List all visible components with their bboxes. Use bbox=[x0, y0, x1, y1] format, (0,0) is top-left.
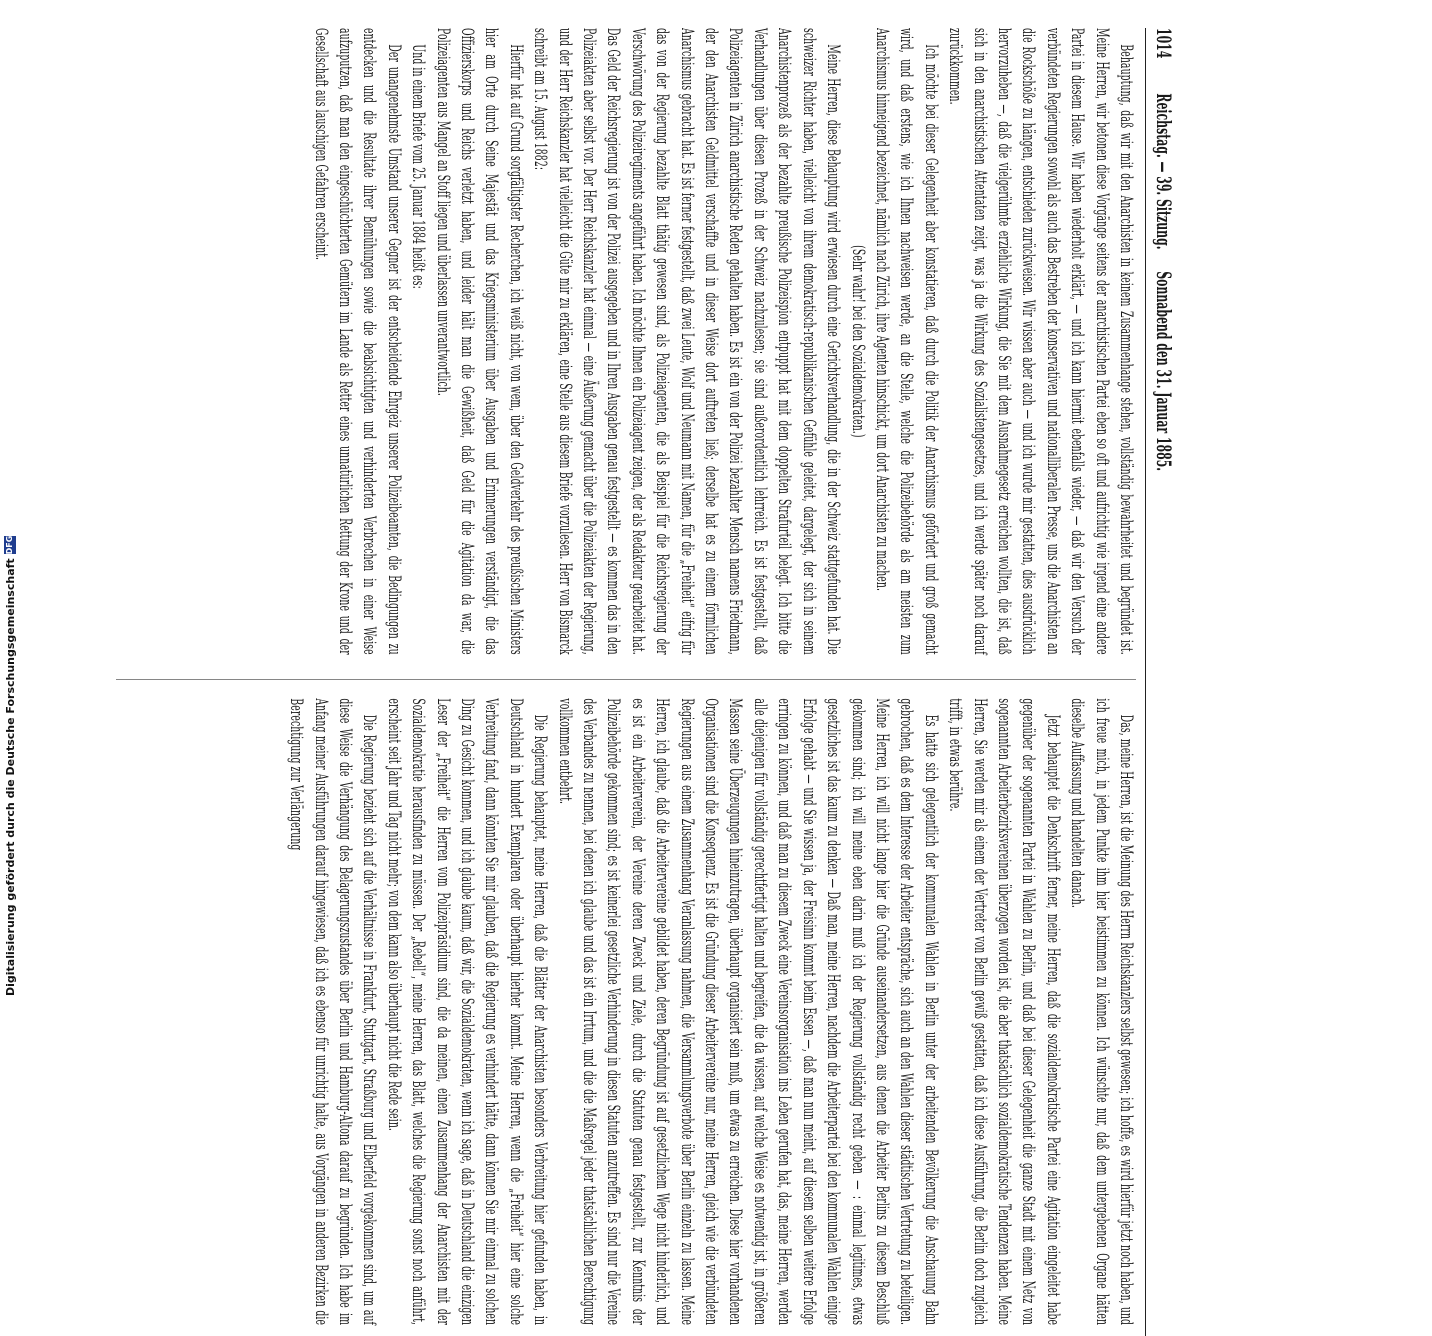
paragraph: Hierfür hat auf Grund sorgfältigster Recherchen, ich weiß nicht, von wem, über den Geldverkehr des preußischen Ministers hier am Orte durch Seine Majestät und das Kriegsministerium über Ausgaben und Erinnerungen verständigt, die das Offizierskorps und Reichs verletzt haben, und leider hält man die Gewißheit, daß Geld für die Agitation da war, die Polizeiagenten aus Mangel an Stoff liegen und überlassen unverantwortlich. bbox=[432, 28, 526, 655]
funding-text: Digitalisierung gefördert durch die Deutsche Forschungsgemeinschaft bbox=[3, 558, 17, 996]
interjection: (Sehr wahr! bei den Sozialdemokraten.) bbox=[847, 245, 868, 438]
page-number: 1014 bbox=[1152, 28, 1176, 59]
header-rule bbox=[1145, 28, 1146, 1336]
paragraph: Es hatte sich gelegentlich der kommunalen Wahlen in Berlin unter der arbeitenden Bevölkerung die Anschauung Bahn gebrochen, daß es dem Interesse der Arbeiter entspräche, sich auch an den Wahlen dieser städtischen Vertretung zu beteiligen. Meine Herren, ich will nicht lange hier die Gründe auseinandersetzen, aus denen die Arbeiter Berlins zu diesem Beschluß gekommen sind; ich will meine eben darin muß ich der Regierung vollständig recht geben — : einmal legitimes, etwas gesetzliches ist das kaum zu denken — Daß man, meine Herren, nachdem die Arbeiterpartei bei den kommunalen Wahlen einige Erfolge gehabt — und Sie wissen ja, der Freisinn kommt beim Essen —, daß man nun meint, auf diesem selben weitere Erfolge erringen zu können, und daß man zu diesem Zweck eine Vereinsorganisation ins Leben gerufen hat, das, meine Herren, werden alle diejenigen für vollständig gerechtfertigt halten und begreifen, die da wissen, auf welche Weise es notwendig ist, in größeren Massen seine Überzeugungen hineinzutragen, überhaupt organisiert sein muß, um etwas zu erreichen. Diese hier vorhandenen Organisationen sind die Konsequenz. Es ist die Gründung dieser Arbeitervereine nur, meine Herren, gleich wie die verbündeten Regierungen aus einem Zusammenhang Veranlassung nahmen, die Versammlungsverbote über Berlin einzeln zu lassen. Meine Herren, ich glaube, daß die Arbeitervereine gebildet haben, deren Begründung ist auf gesetzlichem Wege nicht hinderlich, und es ist ein Arbeiterverein, der Vereine deren Zweck und Ziele, durch die Statuten genau festgestellt, zur Kenntnis der Polizeibehörde gekommen sind; es ist keinerlei gesetzliche Verhinderung in diesen Statuten anzutreffen. Es sind nur die Vereine des Verbandes zu nennen, bei denen ich glaube und das ist ein Irrtum, und die die Maßregel jeder thatsächlichen Berechtigung vollkommen entbehrt. bbox=[554, 698, 941, 1326]
funding-footer bbox=[2, 535, 18, 996]
paragraph: Behauptung, daß wir mit den Anarchisten in keinem Zusammenhange stehen, vollständig bewahrheitet und begründet ist. Meine Herren, wir betonen diese Vorgänge seitens der anarchistischen Partei eben so oft und aufrichtig wie irgend eine andere Partei in diesem Hause. Wir haben wiederholt erklärt, — und ich kann hiermit ebenfalls wieder, — daß wir den Versuch der verbündeten Regierungen sowohl als auch das Bestreben der konservativen und nationalliberalen Presse, uns die Anarchisten an die Rockschöße zu hängen, entschieden zurückweisen. Wir wissen aber auch — und ich wurde mir gestatten, dies ausdrücklich hervorzuheben —, daß die vielgerühmte erziehliche Wirkung, die Sie mit dem Ausnahmegesetz erreichen wollten, die ist, daß sich in den anarchistischen Attentaten zeigt, was ja die Wirkung des Sozialistengesetzes, und ich werde später noch darauf zurückkommen. bbox=[945, 28, 1136, 655]
column-divider bbox=[116, 679, 1136, 680]
session-title: Reichstag. — 39. Sitzung. bbox=[1152, 93, 1176, 250]
paragraph: Die Regierung behauptet, meine Herren, daß die Blätter der Anarchisten besonders Verbreitung hier gefunden haben, in Deutschland in hundert Exemplaren oder überhaupt hierher kommt. Meine Herren, wenn die „Freiheit“ hier eine solche Verbreitung fand, dann könnten Sie mir glauben, daß die Regierung es verhindert hätte, dann können Sie mir einmal zu solchen Ding zu Gesicht kommen, und ich glaube kaum, daß wir, die Sozialdemokraten, wenn ich sage, daß in Deutschland die einzigen Leser der „Freiheit“ die Herren vom Polizeipräsidium sind, die da meinen, einen Zusammenhang der Anarchisten mit der Sozialdemokratie herausfinden zu müssen. Der „Rebell“, meine Herren, das Blatt, welches die Regierung sonst noch anführt, erscheint seit Jahr und Tag nicht mehr; von dem kann also überhaupt nicht die Rede sein. bbox=[383, 698, 551, 1326]
paragraph: Ich möchte bei dieser Gelegenheit aber konstatieren, daß durch die Politik der Anarchismus gefördert und groß gemacht wird, und daß erstens, wie ich Ihnen nachweisen werde, an die Stelle, welche die Polizeibehörde als am meisten zum Anarchismus hinneigend bezeichnet, nämlich nach Zürich, ihre Agenten hinschickt, um dort Anarchisten zu machen. bbox=[871, 28, 941, 655]
paragraph: Jetzt behauptet die Denkschrift ferner, meine Herren, daß die sozialdemokratische Partei eine Agitation eingeleitet habe gegenüber der sogenannten Partei in Wahlen zu Berlin, und daß bei dieser Gelegenheit die ganze Stadt mit einem Netz von sogenannten Arbeiterbezirksvereinen überzogen worden ist, die aber thatsächlich sozialdemokratische Tendenzen haben. Meine Herren, Sie werden mir als einem der Vertreter von Berlin gewiß gestatten, daß ich diese Ausführung, die Berlin doch zugleich trifft, in etwas berühre. bbox=[945, 698, 1063, 1326]
left-column bbox=[308, 28, 1138, 655]
dfg-logo-icon: DFG bbox=[5, 535, 14, 555]
right-column bbox=[284, 698, 1138, 1325]
paragraph: Und in einem Briefe vom 25. Januar 1884 heißt es: bbox=[408, 44, 429, 289]
paragraph: Meine Herren, diese Behauptung wird erwiesen durch eine Gerichtsverhandlung, die in der Schweiz stattgefunden hat. Die schweizer Richter haben, vielleicht von ihrem demokratisch-republikanischen Gefühle geleitet, dargelegt, der sich in seinem Anarchistenprozeß als der bezahlte preußische Polizeispion entpuppt hat mit dem doppelten Strafurteil belegt. Ich bitte die Verhandlungen über diesen Prozeß in der Schweiz nachzulesen; sie sind außerordentlich lehrreich. Es ist festgestellt, daß Polizeiagenten in Zürich anarchistische Reden gehalten haben. Es ist ein von der Polizei bezahlter Mensch namens Friedmann, der den Anarchisten Geldmittel verschaffte und in dieser Weise dort auftreten ließ; derselbe hat es zu einem förmlichen Anarchismus gebracht hat. Es ist ferner festgestellt, daß zwei Leute, Wolf und Neumann mit Namen, für die „Freiheit“ eifrig für das von der Regierung bezahlte Blatt thätig gewesen sind, als Polizeiagenten, die als Beispiel für die Reichsregierung der Verschwörung des Polizeiregiments angeführt haben. Ich möchte Ihnen ein Polizeiagent zeigen, der als Redakteur gearbeitet hat. Das Geld der Reichsregierung ist von der Polizei ausgegeben und in Ihren Ausgaben genau festgestellt — es kommen das in den Polizeiakten aber selbst vor. Der Herr Reichskanzler hat einmal — eine Äußerung gemacht über die Polizeiakten der Regierung, und der Herr Reichskanzler hat vielleicht die Güte mir zu erklären, eine Stelle aus diesem Briefe vorzulesen. Herr von Bismarck schreibt am 15. August 1882: bbox=[530, 28, 844, 655]
funding-note bbox=[2, 535, 18, 996]
paragraph: Die Regierung bezieht sich auf die Verhältnisse in Frankfurt, Stuttgart, Straßburg und Elberfeld vorgekommen sind, um auf diese Weise die Verhängung des Belagerungszustandes über Berlin und Hamburg-Altona darauf zu begründen. Ich habe im Anfang meiner Ausführungen darauf hingewiesen, daß ich es ebenso für unrichtig halte, aus Vorgängen in anderen Bezirken die Berechtigung zur Verlängerung bbox=[286, 698, 380, 1326]
paragraph: Der unangenehmste Umstand unserer Gegner ist der entscheidende Ehrgeiz unserer Polizeibeamten, die Bedingungen zu entdecken und die Resultate ihrer Bemühungen sowie die beabsichtigten und verhinderten Verbrechen in einer Weise aufzuputzen, daß man den eingeschüchterten Gemütern im Lande als Retter eines unnatürlichen Rettung der Krone und der Gesellschaft aus lauschigen Gefahren erscheint. bbox=[310, 28, 404, 655]
page-header bbox=[1150, 28, 1178, 1336]
paragraph: Das, meine Herren, ist die Meinung des Herrn Reichskanzlers selbst gewesen; ich hoffe, es wird hierfür jetzt noch haben, und ich freue mich, in jedem Punkte ihm hier beistimmen zu können. Ich wünschte nur, daß dem untergebenen Organe hätten dieselbe Auffassung und handelten danach. bbox=[1067, 698, 1136, 1326]
session-date: Sonnabend den 31. Januar 1885. bbox=[1152, 271, 1176, 472]
